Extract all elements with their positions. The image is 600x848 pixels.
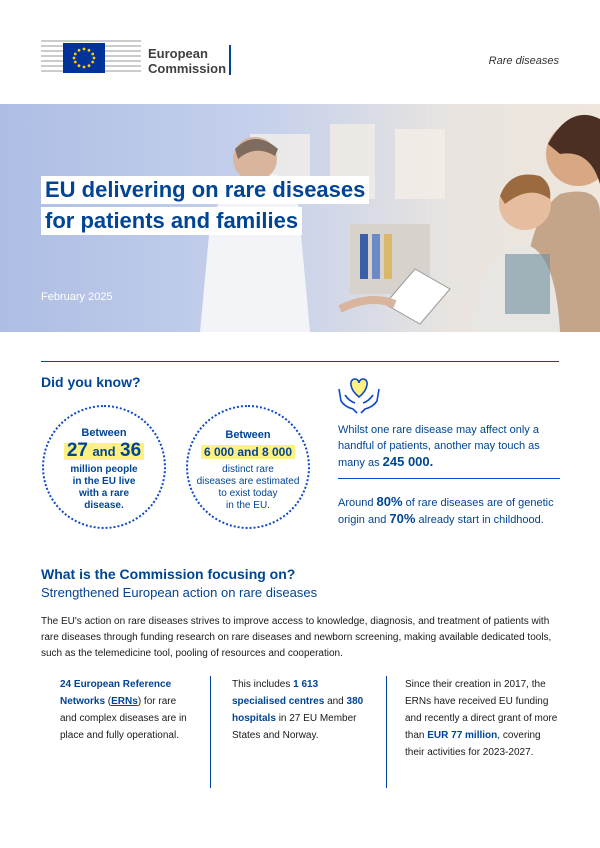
eu-commission-logo [41, 38, 141, 76]
circle2-line4: diseases are estimated [196, 476, 300, 487]
stat-circle-diseases [186, 405, 310, 529]
org-name: European Commission [148, 46, 227, 76]
circle2-between: Between [225, 429, 271, 441]
section-divider [41, 361, 559, 362]
col2-text2: and [327, 696, 344, 707]
heart-hands-icon [335, 375, 383, 415]
column-centres [232, 676, 372, 788]
document-tag: Rare diseases [488, 55, 559, 67]
col3-bold1: EUR 77 million [427, 730, 498, 741]
title-line-2: for patients and families [41, 207, 302, 235]
col3-text1: Since their creation in 2017, the ERNs have received EU funding and recently a direct grant of more than [405, 679, 558, 741]
logo-divider [229, 45, 231, 75]
circle1-line4: in the EU live [72, 476, 136, 487]
fact-separator [338, 478, 560, 479]
column-funding [405, 676, 560, 788]
circle1-line5: with a rare [78, 488, 130, 499]
col1-text: for rare and complex diseases are in place and fully operational. [60, 696, 187, 741]
column-divider-1 [210, 676, 211, 788]
fact-patients [338, 422, 560, 471]
fact1-text: Whilst one rare disease may affect only a handful of patients, another may touch as many as [338, 424, 540, 469]
column-divider-2 [386, 676, 387, 788]
circle1-line3: million people [70, 464, 138, 475]
col2-bold1: 1 613 specialised centres [232, 679, 325, 707]
fact-genetic [338, 494, 560, 528]
focus-subheading: Strengthened European action on rare diseases [41, 585, 318, 600]
page-header [0, 0, 600, 104]
erns-link[interactable]: ERNs [111, 696, 138, 707]
col2-bold2: 380 hospitals [232, 696, 364, 724]
focus-heading: What is the Commission focusing on? [41, 566, 296, 582]
fact2-value2: 70% [389, 511, 416, 526]
fact2-prefix: Around [338, 497, 374, 509]
circle1-and: and [92, 444, 116, 459]
col2-text1: This includes [232, 679, 291, 690]
circle2-line6: in the EU. [226, 500, 270, 511]
fact2-middle: of rare diseases are of genetic origin and [338, 497, 554, 526]
focus-body-text: The EU's action on rare diseases strives to improve access to knowledge, diagnosis, and treatment of patients with rare diseases through funding research on rare diseases and newborn screening, making available dedicated tools, such as the telemedicine tool, pooling of resources and cooperation. [41, 616, 552, 659]
circle2-line5: to exist today [218, 488, 278, 499]
col2-text3: in 27 EU Member States and Norway. [232, 713, 357, 741]
circle1-line6: disease. [84, 500, 124, 511]
col3-text2: , covering their activities for 2023-2027. [405, 730, 541, 758]
fact1-value: 245 000. [382, 454, 434, 469]
did-you-know-heading: Did you know? [41, 374, 141, 390]
publication-date: February 2025 [41, 291, 113, 303]
title-line-1: EU delivering on rare diseases [41, 176, 369, 204]
circle2-number: 6 000 and 8 000 [201, 445, 295, 459]
circle1-num2: 36 [120, 440, 142, 461]
page-title [41, 176, 369, 238]
circle2-line3: distinct rare [222, 464, 274, 475]
col1-bold: 24 European Reference Networks [60, 679, 172, 707]
hero-banner [0, 104, 600, 332]
circle1-num1: 27 [66, 440, 88, 461]
fact2-suffix: already start in childhood. [418, 514, 544, 526]
fact2-value1: 80% [376, 494, 403, 509]
column-networks: 24 European Reference Networks (ERNs) for rare and complex diseases are in place and fully operational. [60, 679, 187, 741]
stat-circle-people [42, 405, 166, 529]
circle1-between: Between [81, 427, 127, 439]
